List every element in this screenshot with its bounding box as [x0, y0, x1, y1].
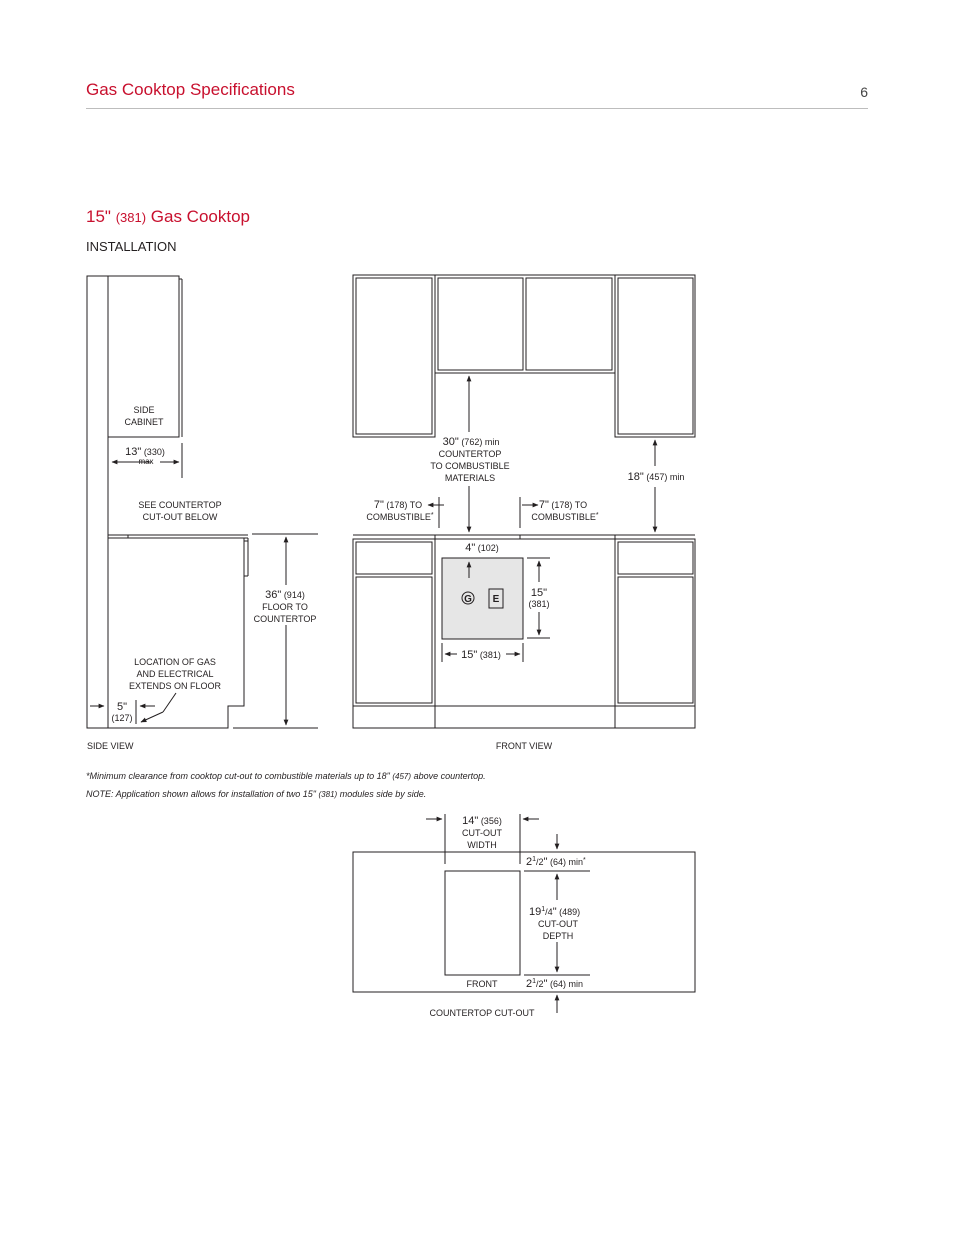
dim-7-left-line2: COMBUSTIBLE*: [366, 512, 434, 522]
dim-30: 30" (762) min: [442, 436, 500, 448]
side-cabinet-label-1: SIDE: [133, 405, 155, 415]
leader-line: [163, 693, 176, 712]
dim-14-line2: WIDTH: [467, 840, 497, 850]
footnote-clearance-mm: (457): [392, 772, 412, 781]
cutout-opening: [445, 871, 520, 975]
dim-15-horizontal: 15" (381): [461, 649, 501, 661]
dim-18: 18" (457) min: [627, 471, 685, 483]
footnote-application-mm: (381): [318, 790, 338, 799]
footnote-clearance: [86, 771, 486, 781]
see-countertop-1: SEE COUNTERTOP: [138, 500, 222, 510]
section-name: Gas Cooktop: [150, 207, 251, 226]
countertop-outline: [353, 852, 695, 992]
dim-13-note: max: [138, 457, 154, 466]
section-subtitle: INSTALLATION: [86, 239, 177, 254]
location-label-3: EXTENDS ON FLOOR: [128, 681, 222, 691]
footnote-application-end: modules side by side.: [339, 789, 427, 799]
dim-30-line3: MATERIALS: [444, 473, 496, 483]
upper-cabinet-center: [435, 275, 615, 373]
dim-5-mm: (127): [111, 713, 133, 723]
dim-14: 14" (356): [462, 815, 502, 827]
side-cabinet-label-2: CABINET: [124, 417, 164, 427]
dim-7-right: 7" (178) TO: [538, 499, 588, 511]
gas-electric-zone: [442, 558, 523, 639]
front-label: FRONT: [466, 979, 498, 989]
location-label-1: LOCATION OF GAS: [134, 657, 216, 667]
drawer-left: [356, 542, 432, 574]
wall: [87, 276, 108, 728]
dim-14-line1: CUT-OUT: [462, 828, 502, 838]
page-header-title: Gas Cooktop Specifications: [86, 80, 295, 99]
dim-30-line2: TO COMBUSTIBLE: [430, 461, 510, 471]
section-size-in: 15": [86, 207, 111, 226]
dim-5: 5": [116, 701, 128, 713]
dim-2half-top: $2^1/2$" (64) min*: [526, 856, 586, 868]
dim-15-vertical: 15": [530, 587, 548, 599]
footnote-application: [86, 789, 426, 799]
dim-2half-bottom: $2^1/2$" (64) min: [526, 978, 583, 990]
side-view-caption: SIDE VIEW: [87, 741, 134, 751]
dim-15-vertical-mm: (381): [528, 599, 550, 609]
dim-30-line1: COUNTERTOP: [438, 449, 502, 459]
dim-36: 36" (914): [265, 589, 305, 601]
page-number: 6: [860, 84, 868, 100]
upper-cabinet-left: [353, 275, 435, 437]
side-base-cabinet: [108, 538, 244, 728]
footnote-application-text: NOTE: Application shown allows for installation of two 15": [86, 789, 316, 799]
countertop-cutout-caption: COUNTERTOP CUT-OUT: [429, 1008, 535, 1018]
footnote-clearance-text: *Minimum clearance from cooktop cut-out to combustible materials up to 18": [86, 771, 390, 781]
dim-13: 13" (330): [125, 446, 165, 458]
dim-7-left: 7" (178) TO: [373, 499, 423, 511]
electric-label: E: [492, 594, 500, 605]
location-label-2: AND ELECTRICAL: [136, 669, 214, 679]
door-left: [356, 577, 432, 703]
see-countertop-2: CUT-OUT BELOW: [142, 512, 218, 522]
section-size-mm: (381): [115, 210, 147, 225]
gas-label: G: [464, 594, 472, 605]
dim-36-line2: COUNTERTOP: [253, 614, 317, 624]
dim-7-right-line2: COMBUSTIBLE*: [531, 512, 599, 522]
dim-19quarter-line1: CUT-OUT: [538, 919, 578, 929]
footnote-clearance-end: above countertop.: [413, 771, 486, 781]
base-cabinets: [353, 539, 695, 728]
dim-19quarter: $19^1/4$" (489): [529, 906, 581, 918]
dim-36-line1: FLOOR TO: [262, 602, 308, 612]
dim-19quarter-line2: DEPTH: [542, 931, 574, 941]
drawer-right: [618, 542, 693, 574]
upper-cabinet-right: [615, 275, 695, 437]
dim-4: 4" (102): [465, 542, 499, 554]
door-right: [618, 577, 693, 703]
front-view-caption: FRONT VIEW: [495, 741, 553, 751]
